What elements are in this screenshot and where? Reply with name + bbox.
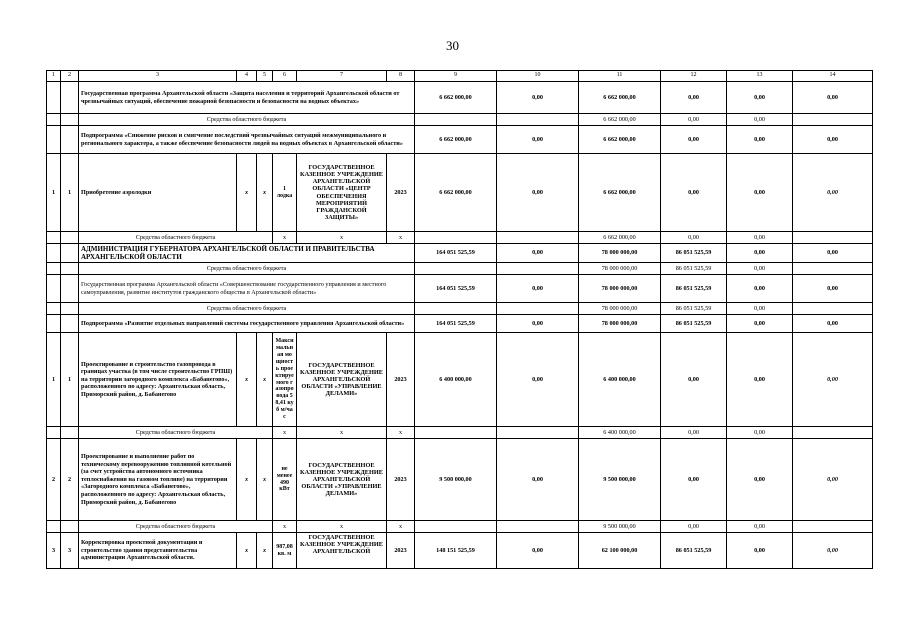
object-name: Проектирование и строительство газопровода в границах участка (в том числе строительство ГРПШ) на территории загородного комплекса «Бабанегово», расположенного по адресу: Архангельская область, Приморский район, д. Бабанегово bbox=[79, 333, 237, 427]
column-header: 7 bbox=[297, 71, 387, 82]
funding-source: Средства областного бюджета bbox=[79, 232, 273, 244]
amount-col10: 0,00 bbox=[497, 126, 579, 154]
object-name: Корректировка проектной документации и строительство здания представительства администрации Архангельской области. bbox=[79, 533, 237, 569]
amount-col12: 0,00 bbox=[661, 82, 727, 114]
amount-col13: 0,00 bbox=[727, 126, 793, 154]
table-row bbox=[47, 82, 873, 114]
x-mark: х bbox=[257, 333, 273, 427]
x-mark: х bbox=[237, 154, 257, 232]
responsible-org: ГОСУДАРСТВЕННОЕ КАЗЕННОЕ УЧРЕЖДЕНИЕ АРХАНГЕЛЬСКОЙ ОБЛАСТИ «ЦЕНТР ОБЕСПЕЧЕНИЯ МЕРОПРИЯТИЙ ГРАЖДАНСКОЙ ЗАЩИТЫ» bbox=[297, 154, 387, 232]
row-index: 1 bbox=[47, 333, 61, 427]
amount-col13: 0,00 bbox=[727, 244, 793, 263]
amount-col11: 78 000 000,00 bbox=[579, 275, 661, 303]
responsible-org: ГОСУДАРСТВЕННОЕ КАЗЕННОЕ УЧРЕЖДЕНИЕ АРХАНГЕЛЬСКОЙ ОБЛАСТИ «УПРАВЛЕНИЕ ДЕЛАМИ» bbox=[297, 439, 387, 521]
amount-col10: 0,00 bbox=[497, 275, 579, 303]
column-header: 10 bbox=[497, 71, 579, 82]
amount-col13: 0,00 bbox=[727, 333, 793, 427]
x-mark: х bbox=[387, 232, 415, 244]
amount-col12: 0,00 bbox=[661, 521, 727, 533]
amount-col13: 0,00 bbox=[727, 427, 793, 439]
responsible-org: ГОСУДАРСТВЕННОЕ КАЗЕННОЕ УЧРЕЖДЕНИЕ АРХАНГЕЛЬСКОЙ bbox=[297, 533, 387, 569]
funding-source: Средства областного бюджета bbox=[79, 521, 273, 533]
amount-col13: 0,00 bbox=[727, 521, 793, 533]
amount-col12: 0,00 bbox=[661, 154, 727, 232]
x-mark: х bbox=[387, 427, 415, 439]
amount-col14: 0,00 bbox=[793, 439, 873, 521]
total-amount: 164 051 525,59 bbox=[415, 244, 497, 263]
total-amount: 6 662 000,00 bbox=[415, 82, 497, 114]
column-header: 4 bbox=[237, 71, 257, 82]
amount-col12: 0,00 bbox=[661, 333, 727, 427]
budget-table bbox=[46, 70, 873, 569]
program-name: Государственная программа Архангельской области «Совершенствование государственного управления и местного самоуправления, развитие институтов гражданского общества в Архангельской области» bbox=[79, 275, 415, 303]
amount-col11: 6 662 000,00 bbox=[579, 114, 661, 126]
x-mark: х bbox=[257, 154, 273, 232]
column-header: 12 bbox=[661, 71, 727, 82]
amount-col11: 78 000 000,00 bbox=[579, 315, 661, 333]
amount-col12: 86 051 525,59 bbox=[661, 263, 727, 275]
funding-source: Средства областного бюджета bbox=[79, 427, 273, 439]
table-row bbox=[47, 244, 873, 263]
amount-col10: 0,00 bbox=[497, 82, 579, 114]
capacity: 1 лодка bbox=[273, 154, 297, 232]
capacity: 987,08 кв. м bbox=[273, 533, 297, 569]
administration-name: АДМИНИСТРАЦИЯ ГУБЕРНАТОРА АРХАНГЕЛЬСКОЙ ОБЛАСТИ И ПРАВИТЕЛЬСТВА АРХАНГЕЛЬСКОЙ ОБЛАСТИ bbox=[79, 244, 415, 263]
amount-col11: 78 000 000,00 bbox=[579, 303, 661, 315]
table-row bbox=[47, 439, 873, 521]
amount-col11: 6 400 000,00 bbox=[579, 333, 661, 427]
amount-col12: 86 051 525,59 bbox=[661, 244, 727, 263]
amount-col13: 0,00 bbox=[727, 439, 793, 521]
amount-col11: 6 662 000,00 bbox=[579, 126, 661, 154]
total-amount: 164 051 525,59 bbox=[415, 315, 497, 333]
x-mark: х bbox=[297, 521, 387, 533]
amount-col11: 62 100 000,00 bbox=[579, 533, 661, 569]
funding-source: Средства областного бюджета bbox=[79, 303, 415, 315]
table-row bbox=[47, 427, 873, 439]
amount-col10: 0,00 bbox=[497, 154, 579, 232]
amount-col11: 9 500 000,00 bbox=[579, 439, 661, 521]
subprogram-name: Подпрограмма «Снижение рисков и смягчение последствий чрезвычайных ситуаций межмуниципального и регионального характера, а также обеспечение безопасности людей на водных объектах в Архангельской области» bbox=[79, 126, 415, 154]
year: 2023 bbox=[387, 154, 415, 232]
table-row bbox=[47, 114, 873, 126]
table-row bbox=[47, 533, 873, 569]
amount-col11: 9 500 000,00 bbox=[579, 521, 661, 533]
capacity: не менее 490 кВт bbox=[273, 439, 297, 521]
year: 2023 bbox=[387, 333, 415, 427]
object-name: Приобретение аэролодки bbox=[79, 154, 237, 232]
column-header: 8 bbox=[387, 71, 415, 82]
amount-col11: 6 662 000,00 bbox=[579, 154, 661, 232]
amount-col12: 86 051 525,59 bbox=[661, 303, 727, 315]
responsible-org: ГОСУДАРСТВЕННОЕ КАЗЕННОЕ УЧРЕЖДЕНИЕ АРХАНГЕЛЬСКОЙ ОБЛАСТИ «УПРАВЛЕНИЕ ДЕЛАМИ» bbox=[297, 333, 387, 427]
amount-col10: 0,00 bbox=[497, 315, 579, 333]
amount-col13: 0,00 bbox=[727, 154, 793, 232]
table-row bbox=[47, 263, 873, 275]
amount-col13: 0,00 bbox=[727, 263, 793, 275]
column-header: 9 bbox=[415, 71, 497, 82]
amount-col14: 0,00 bbox=[793, 533, 873, 569]
amount-col11: 78 000 000,00 bbox=[579, 244, 661, 263]
row-index: 2 bbox=[61, 439, 79, 521]
amount-col14: 0,00 bbox=[793, 315, 873, 333]
amount-col13: 0,00 bbox=[727, 533, 793, 569]
row-index: 2 bbox=[47, 439, 61, 521]
column-header: 14 bbox=[793, 71, 873, 82]
amount-col13: 0,00 bbox=[727, 303, 793, 315]
row-index: 3 bbox=[61, 533, 79, 569]
x-mark: х bbox=[237, 333, 257, 427]
amount-col14: 0,00 bbox=[793, 244, 873, 263]
amount-col13: 0,00 bbox=[727, 275, 793, 303]
total-amount: 6 662 000,00 bbox=[415, 154, 497, 232]
amount-col14: 0,00 bbox=[793, 126, 873, 154]
amount-col13: 0,00 bbox=[727, 232, 793, 244]
row-index: 1 bbox=[47, 154, 61, 232]
amount-col10: 0,00 bbox=[497, 244, 579, 263]
amount-col11: 78 000 000,00 bbox=[579, 263, 661, 275]
year: 2023 bbox=[387, 439, 415, 521]
table-row bbox=[47, 232, 873, 244]
amount-col14: 0,00 bbox=[793, 154, 873, 232]
total-amount: 164 051 525,59 bbox=[415, 275, 497, 303]
column-header: 1 bbox=[47, 71, 61, 82]
year: 2023 bbox=[387, 533, 415, 569]
x-mark: х bbox=[297, 232, 387, 244]
x-mark: х bbox=[257, 533, 273, 569]
amount-col12: 0,00 bbox=[661, 439, 727, 521]
column-header: 3 bbox=[79, 71, 237, 82]
total-amount: 6 400 000,00 bbox=[415, 333, 497, 427]
column-header: 11 bbox=[579, 71, 661, 82]
row-index: 1 bbox=[61, 154, 79, 232]
amount-col14: 0,00 bbox=[793, 275, 873, 303]
amount-col12: 86 051 525,59 bbox=[661, 533, 727, 569]
amount-col12: 86 051 525,59 bbox=[661, 315, 727, 333]
x-mark: х bbox=[273, 521, 297, 533]
table-row bbox=[47, 126, 873, 154]
amount-col10: 0,00 bbox=[497, 439, 579, 521]
amount-col12: 86 051 525,59 bbox=[661, 275, 727, 303]
amount-col11: 6 662 000,00 bbox=[579, 232, 661, 244]
x-mark: х bbox=[387, 521, 415, 533]
amount-col12: 0,00 bbox=[661, 427, 727, 439]
amount-col10: 0,00 bbox=[497, 533, 579, 569]
table-row bbox=[47, 154, 873, 232]
x-mark: х bbox=[257, 439, 273, 521]
amount-col11: 6 662 000,00 bbox=[579, 82, 661, 114]
table-row bbox=[47, 315, 873, 333]
row-index: 3 bbox=[47, 533, 61, 569]
amount-col14: 0,00 bbox=[793, 333, 873, 427]
total-amount: 148 151 525,59 bbox=[415, 533, 497, 569]
total-amount: 9 500 000,00 bbox=[415, 439, 497, 521]
amount-col12: 0,00 bbox=[661, 126, 727, 154]
column-header: 5 bbox=[257, 71, 273, 82]
table-row bbox=[47, 521, 873, 533]
amount-col11: 6 400 000,00 bbox=[579, 427, 661, 439]
page-number: 30 bbox=[446, 38, 459, 53]
row-index: 1 bbox=[61, 333, 79, 427]
object-name: Проектирование и выполнение работ по техническому перевооружению топливной котельной (за счет устройства автономного источника теплоснабжения на газовом топливе) на территории «Загородного комплекса «Бабанегово», расположенного по адресу: Архангельская область, Приморский район, д. Бабанегово bbox=[79, 439, 237, 521]
x-mark: х bbox=[297, 427, 387, 439]
funding-source: Средства областного бюджета bbox=[79, 114, 415, 126]
amount-col14: 0,00 bbox=[793, 82, 873, 114]
amount-col13: 0,00 bbox=[727, 315, 793, 333]
subprogram-name: Подпрограмма «Развитие отдельных направлений системы государственного управления Архангельской области» bbox=[79, 315, 415, 333]
column-header: 6 bbox=[273, 71, 297, 82]
table-row bbox=[47, 275, 873, 303]
amount-col13: 0,00 bbox=[727, 114, 793, 126]
amount-col12: 0,00 bbox=[661, 114, 727, 126]
column-header: 13 bbox=[727, 71, 793, 82]
amount-col10: 0,00 bbox=[497, 333, 579, 427]
capacity: Максимальная мощность проектируемого газопровода 58,41 куб м/час bbox=[273, 333, 297, 427]
amount-col12: 0,00 bbox=[661, 232, 727, 244]
amount-col13: 0,00 bbox=[727, 82, 793, 114]
program-name: Государственная программа Архангельской области «Защита населения и территорий Архангельской области от чрезвычайных ситуаций, обеспечение пожарной безопасности и безопасности на водных объектах» bbox=[79, 82, 415, 114]
x-mark: х bbox=[237, 439, 257, 521]
x-mark: х bbox=[273, 427, 297, 439]
x-mark: х bbox=[273, 232, 297, 244]
table-header-row bbox=[47, 71, 873, 82]
total-amount: 6 662 000,00 bbox=[415, 126, 497, 154]
funding-source: Средства областного бюджета bbox=[79, 263, 415, 275]
column-header: 2 bbox=[61, 71, 79, 82]
x-mark: х bbox=[237, 533, 257, 569]
table-row bbox=[47, 303, 873, 315]
table-row bbox=[47, 333, 873, 427]
